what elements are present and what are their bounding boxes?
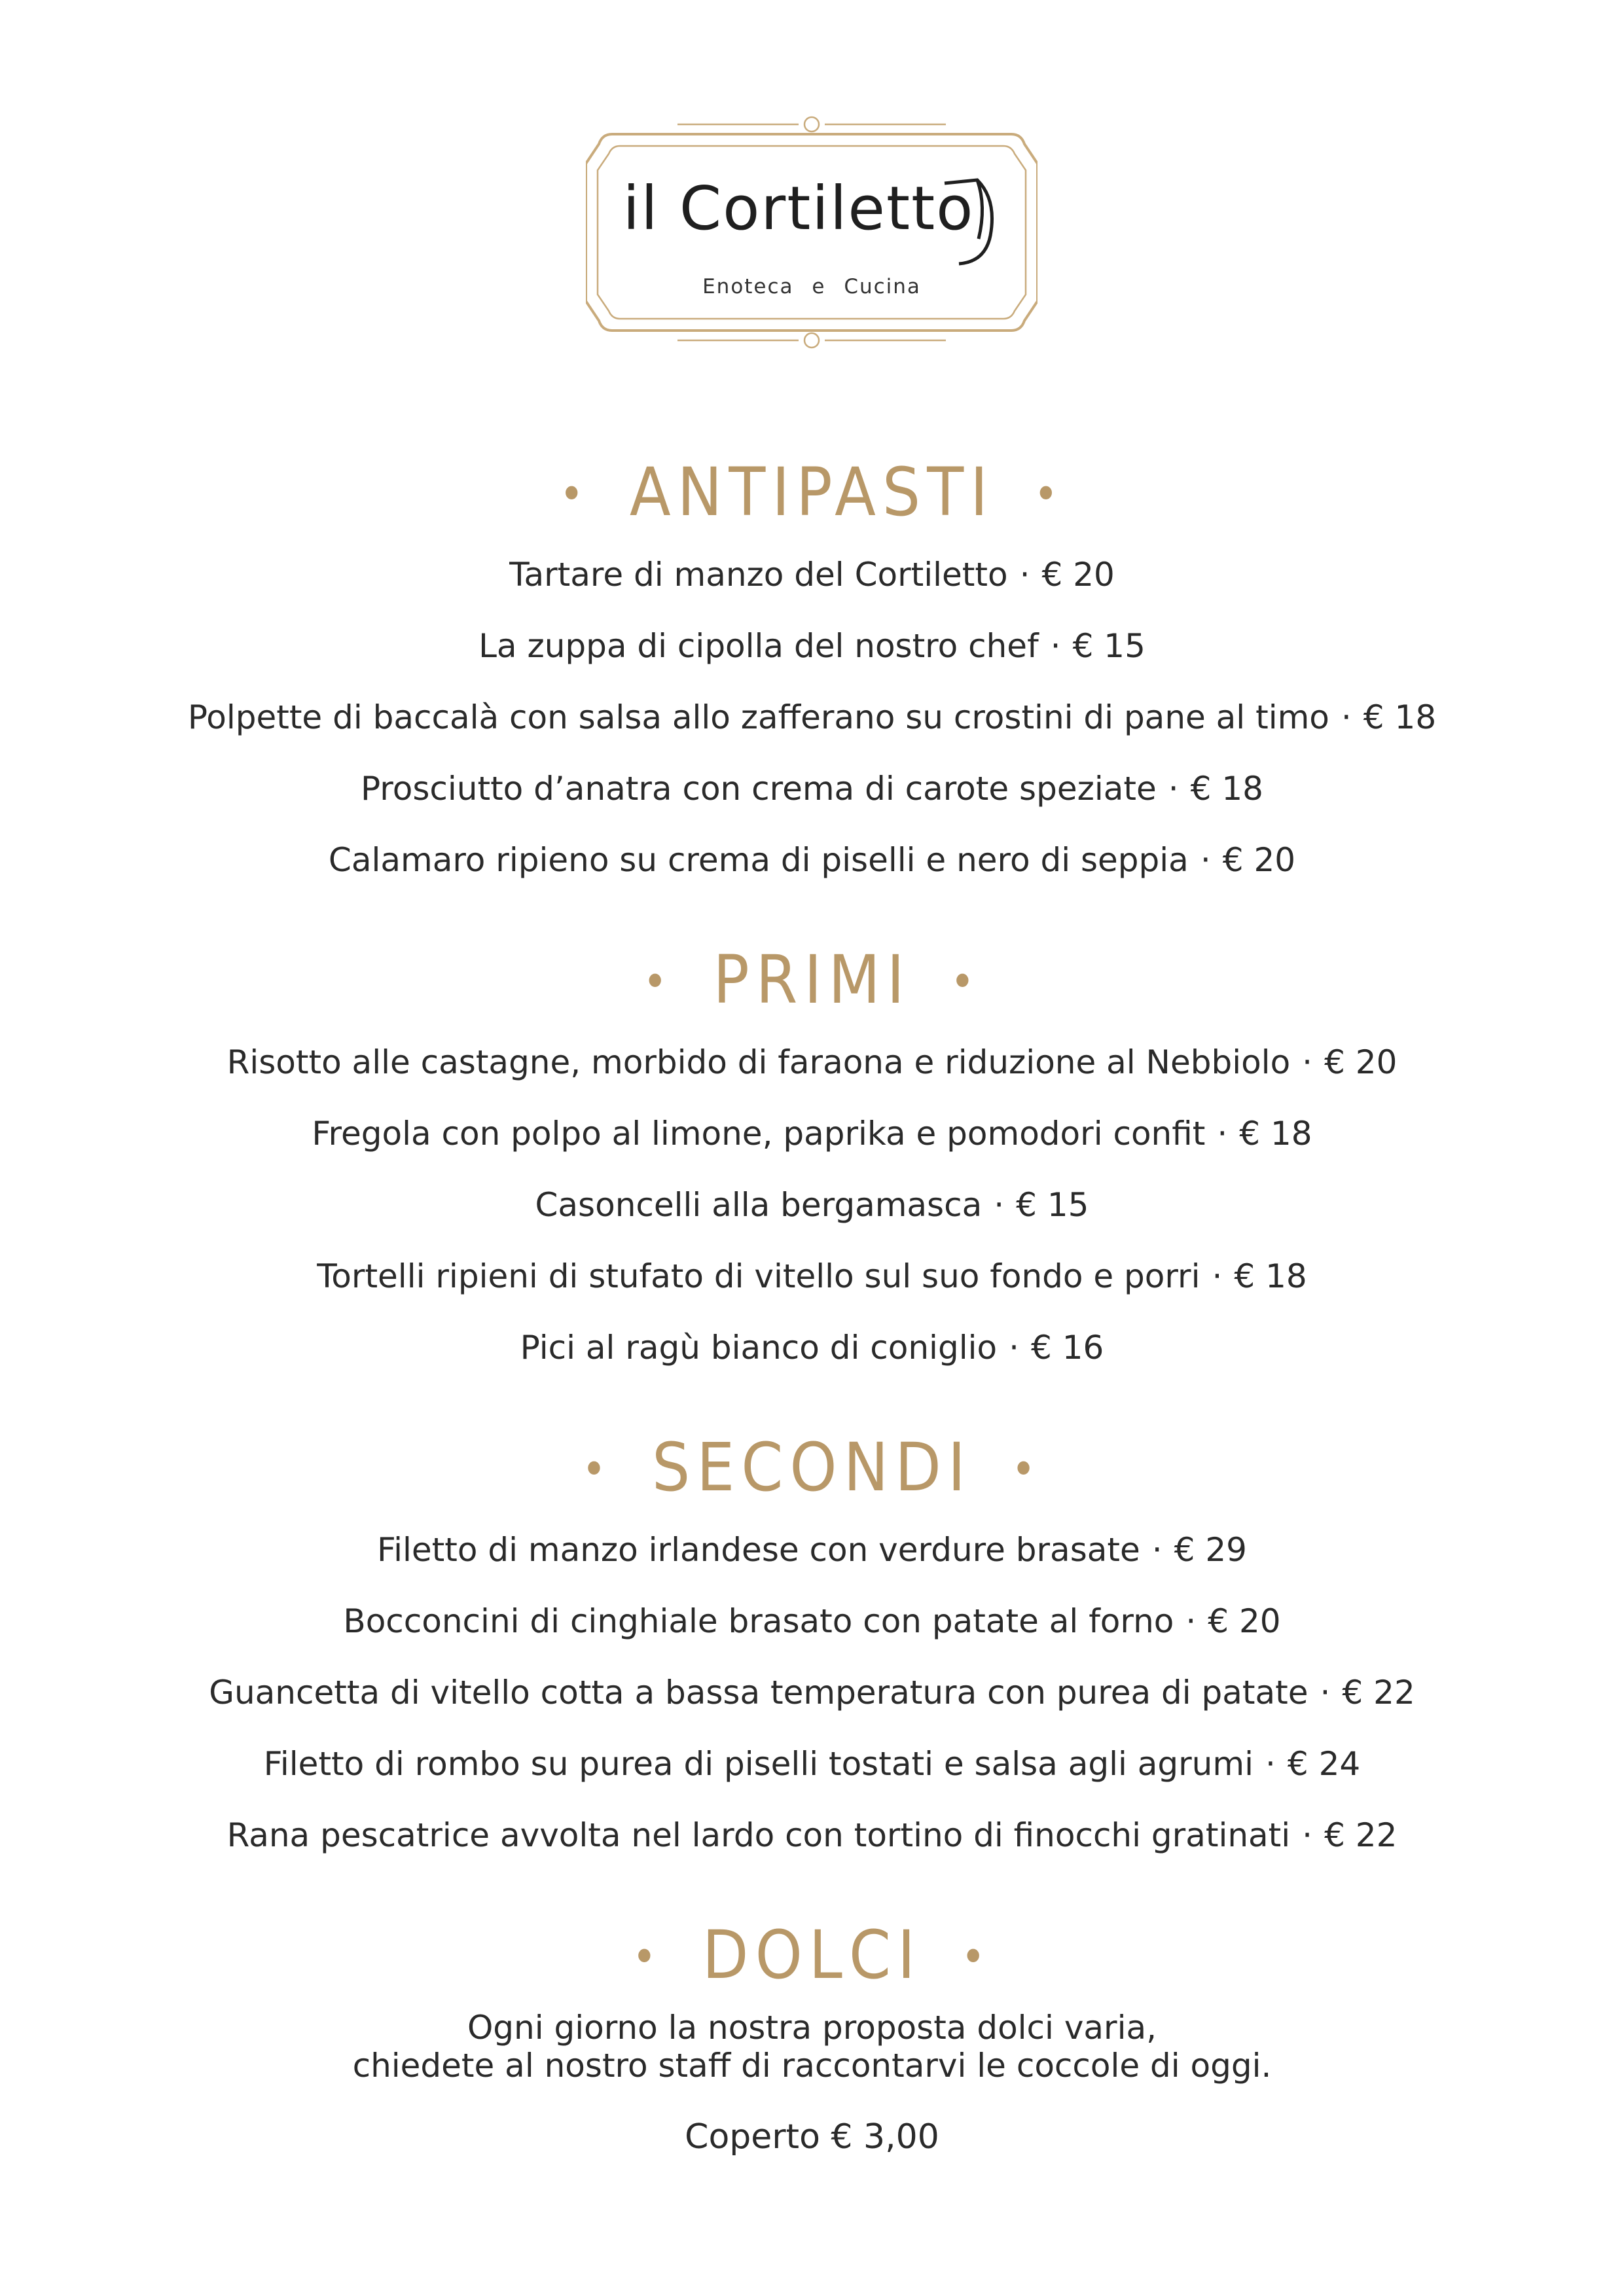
logo-title: il Cortiletto: [623, 173, 975, 243]
menu-item: Polpette di baccalà con salsa allo zafferano su crostini di pane al timo · € 18: [187, 698, 1437, 736]
menu-item: Prosciutto d’anatra con crema di carote speziate · € 18: [361, 770, 1263, 808]
dolci-line: Ogni giorno la nostra proposta dolci varia,: [467, 2009, 1157, 2047]
menu-item: Rana pescatrice avvolta nel lardo con tortino di finocchi gratinati · € 22: [226, 1816, 1398, 1854]
section-title: • PRIMI •: [643, 941, 981, 1019]
dolci-line: chiedete al nostro staff di raccontarvi le coccole di oggi.: [352, 2047, 1272, 2085]
dolci-description: [0, 2009, 1624, 2085]
menu-item: Filetto di manzo irlandese con verdure brasate · € 29: [377, 1531, 1247, 1569]
section-primi: [0, 939, 1624, 1384]
restaurant-logo: [586, 101, 1038, 363]
dot-ornament: •: [950, 955, 981, 1009]
section-title: • DOLCI •: [632, 1916, 992, 1994]
menu-item: Tartare di manzo del Cortiletto · € 20: [509, 556, 1115, 594]
menu: [0, 452, 1624, 2157]
coperto-charge: Coperto € 3,00: [685, 2117, 939, 2157]
dot-ornament: •: [559, 467, 590, 521]
menu-item: Pici al ragù bianco di coniglio · € 16: [520, 1329, 1104, 1367]
menu-item: Fregola con polpo al limone, paprika e pomodori confit · € 18: [312, 1115, 1312, 1153]
menu-item: Tortelli ripieni di stufato di vitello sul suo fondo e porri · € 18: [317, 1257, 1307, 1295]
menu-item: Risotto alle castagne, morbido di faraona e riduzione al Nebbiolo · € 20: [226, 1043, 1398, 1081]
dot-ornament: •: [581, 1443, 613, 1496]
dot-ornament: •: [632, 1930, 663, 1984]
section-antipasti: [0, 452, 1624, 896]
menu-item: La zuppa di cipolla del nostro chef · € 15: [478, 627, 1146, 665]
dot-ornament: •: [643, 955, 674, 1009]
menu-item: Filetto di rombo su purea di piselli tostati e salsa agli agrumi · € 24: [263, 1745, 1361, 1783]
menu-item: Calamaro ripieno su crema di piselli e nero di seppia · € 20: [328, 841, 1296, 879]
section-secondi: [0, 1427, 1624, 1871]
menu-item: Guancetta di vitello cotta a bassa temperatura con purea di patate · € 22: [209, 1674, 1415, 1712]
dot-ornament: •: [1011, 1443, 1043, 1496]
logo-subtitle: Enoteca e Cucina: [702, 275, 921, 298]
menu-item: Casoncelli alla bergamasca · € 15: [535, 1186, 1089, 1224]
menu-item: Bocconcini di cinghiale brasato con patate al forno · € 20: [343, 1602, 1281, 1640]
section-title: • SECONDI •: [581, 1429, 1043, 1507]
dot-ornament: •: [961, 1930, 992, 1984]
section-dolci: [0, 1914, 1624, 2157]
dot-ornament: •: [1034, 467, 1065, 521]
section-title: • ANTIPASTI •: [559, 454, 1065, 531]
